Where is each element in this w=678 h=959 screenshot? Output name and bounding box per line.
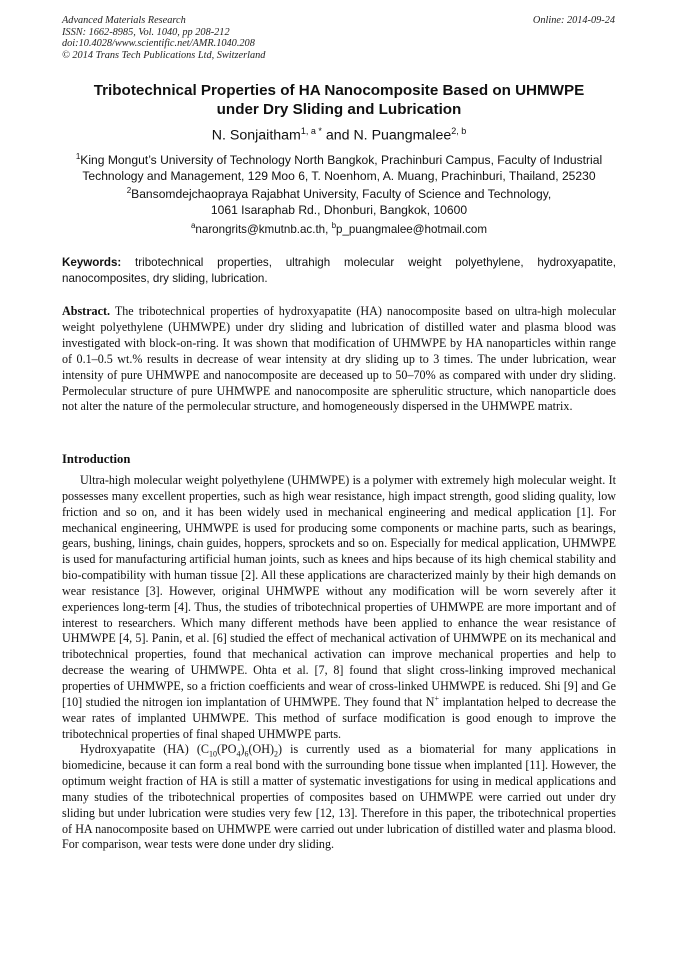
email-a-mark: a	[190, 221, 196, 230]
abstract	[62, 304, 616, 415]
intro-p2-text-e: ) is currently used as a biomaterial for many applications in biomedicine, because it can form a real bond with the surrounding bone tissue when implanted [11]. However, the optimum weight fraction of HA is still a matter of systematic investigations for using in medical applications and many studies of the tribotechnical properties of composites based on UHMWPE were carried out under dry sliding but under lubrication were studies very few [12, 13]. Therefore in this paper, the tribotechnical properties of HA nanocomposite based on UHMWPE were carried out under lubrication of distilled water and plasma blood. For comparison, wear tests were done under dry sliding.	[62, 742, 616, 852]
intro-p2-text-b: (PO	[216, 742, 237, 757]
email-b-mark: b	[331, 221, 337, 230]
abstract-label: Abstract.	[62, 304, 111, 318]
intro-p1-text-a: Ultra-high molecular weight polyethylene (UHMWPE) is a polymer with extremely high molecular weight. It possesses many excellent properties, such as high wear resistance, high impact strength, good sliding quality, low friction and so on, and it has been widely used in mechanical engineering and medical application [1]. For mechanical engineering, UHMWPE is used for producing some components or machine parts, such as bearings, gears, bushing, linings, chain guides, hoppers, sprockets and so on. Especially for medical application, UHMWPE is used for manufacturing artificial human joints, such as knees and hips because of its high chemical stability and bio-compatibility with human tissue [2]. All these applications are characterized mainly by their high demands on wear resistance [3]. However, original UHMWPE without any modification will be worn severely after it experiences long-term [4]. Thus, the studies of tribotechnical properties of UHMWPE are more important and of interest to researchers. Which many different methods have been applied to enhance the wear resistance of UHMWPE [4, 5]. Panin, et al. [6] studied the effect of mechanical activation of UHMWPE on its mechanical and tribotechnical properties, found that mechanical activation can improve mechanical properties and help to decrease the wearing of UHMWPE. Ohta et al. [7, 8] found that slight cross-linking improved mechanical properties of UHMWPE, so a friction coefficients and wear of cross-linked UHMWPE is reduced. Shi [9] and Ge [10] studied the nitrogen ion implantation of UHMWPE. They found that N	[62, 473, 616, 709]
intro-p2-text-c: )	[240, 742, 245, 757]
affiliation-2-text-1: Bansomdejchaopraya Rajabhat University, Faculty of Science and Technology,	[131, 187, 552, 202]
journal-copyright: © 2014 Trans Tech Publications Ltd, Switzerland	[62, 49, 266, 61]
author-1-affil: 1, a *	[300, 126, 322, 136]
section-heading-introduction: Introduction	[62, 452, 131, 466]
author-conjunction: and	[321, 127, 354, 144]
journal-header	[62, 15, 265, 61]
introduction-body	[62, 473, 616, 853]
author-list	[62, 122, 616, 145]
keywords-text: tribotechnical properties, ultrahigh molecular weight polyethylene, hydroxyapatite, nanocomposites, dry sliding, lubrication.	[62, 256, 616, 285]
journal-name: Advanced Materials Research	[62, 15, 186, 26]
online-date: Online: 2014-09-24	[532, 15, 615, 26]
intro-paragraph-1	[62, 473, 616, 742]
affiliation-2-line-1	[62, 183, 616, 202]
author-2: N. Puangmalee	[353, 127, 452, 144]
title-line-1: Tribotechnical Properties of HA Nanocomposite Based on UHMWPE	[93, 82, 585, 99]
intro-p2-text-d: (OH)	[248, 742, 275, 757]
affiliation-1-line-1	[62, 149, 616, 168]
affiliation-2-mark: 2	[126, 186, 132, 195]
intro-p2-text-a: Hydroxyapatite (HA) (C	[80, 742, 209, 757]
author-2-affil: 2, b	[451, 126, 467, 136]
abstract-text: The tribotechnical properties of hydroxyapatite (HA) nanocomposite based on ultra-high molecular weight polyethylene (UHMWPE) under dry sliding and lubrication of distilled water and plasma blood was investigated with block-on-ring. It was shown that modification of UHMWPE by HA nanoparticles within range of 0.1–0.5 wt.% results in decrease of wear intensity at dry sliding up to 3 times. The under lubrication, wear intensity of pure UHMWPE and nanocomposite are deceased up to 50–70% as compared with under dry sliding. Permolecular structure of pure UHMWPE and nanocomposite are spherulitic structure, which nanoparticle does not alter the nature of the permolecular structure, and homogeneously dispersed in the UHMWPE matrix.	[62, 304, 616, 414]
paper-title	[62, 81, 616, 119]
journal-issn: ISSN: 1662-8985, Vol. 1040, pp 208-212	[62, 26, 230, 38]
affiliation-1-line-2: Technology and Management, 129 Moo 6, T. Noenhom, A. Muang, Prachinburi, Thailand, 25230	[82, 169, 596, 184]
email-b[interactable]: p_puangmalee@hotmail.com	[336, 222, 488, 236]
email-a[interactable]: narongrits@kmutnb.ac.th,	[195, 222, 332, 236]
author-1: N. Sonjaitham	[211, 127, 301, 144]
affiliation-2-line-2: 1061 Isaraphab Rd., Dhonburi, Bangkok, 10600	[210, 203, 468, 218]
affiliation-1-mark: 1	[75, 152, 81, 161]
keywords	[62, 255, 616, 286]
affiliation-1-text-1: King Mongut’s University of Technology North Bangkok, Prachinburi Campus, Faculty of Industrial	[80, 153, 603, 168]
intro-p2-sub-1: 10	[208, 749, 217, 759]
intro-p1-superscript: +	[434, 693, 440, 703]
intro-paragraph-2	[62, 742, 616, 853]
title-line-2: under Dry Sliding and Lubrication	[216, 101, 462, 118]
intro-p2-sub-2: 4	[236, 749, 241, 759]
intro-p1-text-b: implantation helped to decrease the wear rates of implanted UHMWPE. This method of surface modification is good enough to improve the tribotechnical properties of final shaped UHMWPE parts.	[62, 694, 616, 741]
intro-p2-sub-3: 6	[244, 749, 249, 759]
affiliation-2	[62, 183, 616, 218]
author-emails	[62, 218, 616, 237]
journal-doi[interactable]: doi:10.4028/www.scientific.net/AMR.1040.208	[62, 38, 255, 50]
intro-p2-sub-4: 2	[274, 749, 279, 759]
affiliation-1	[62, 149, 616, 184]
keywords-label: Keywords:	[62, 256, 122, 269]
